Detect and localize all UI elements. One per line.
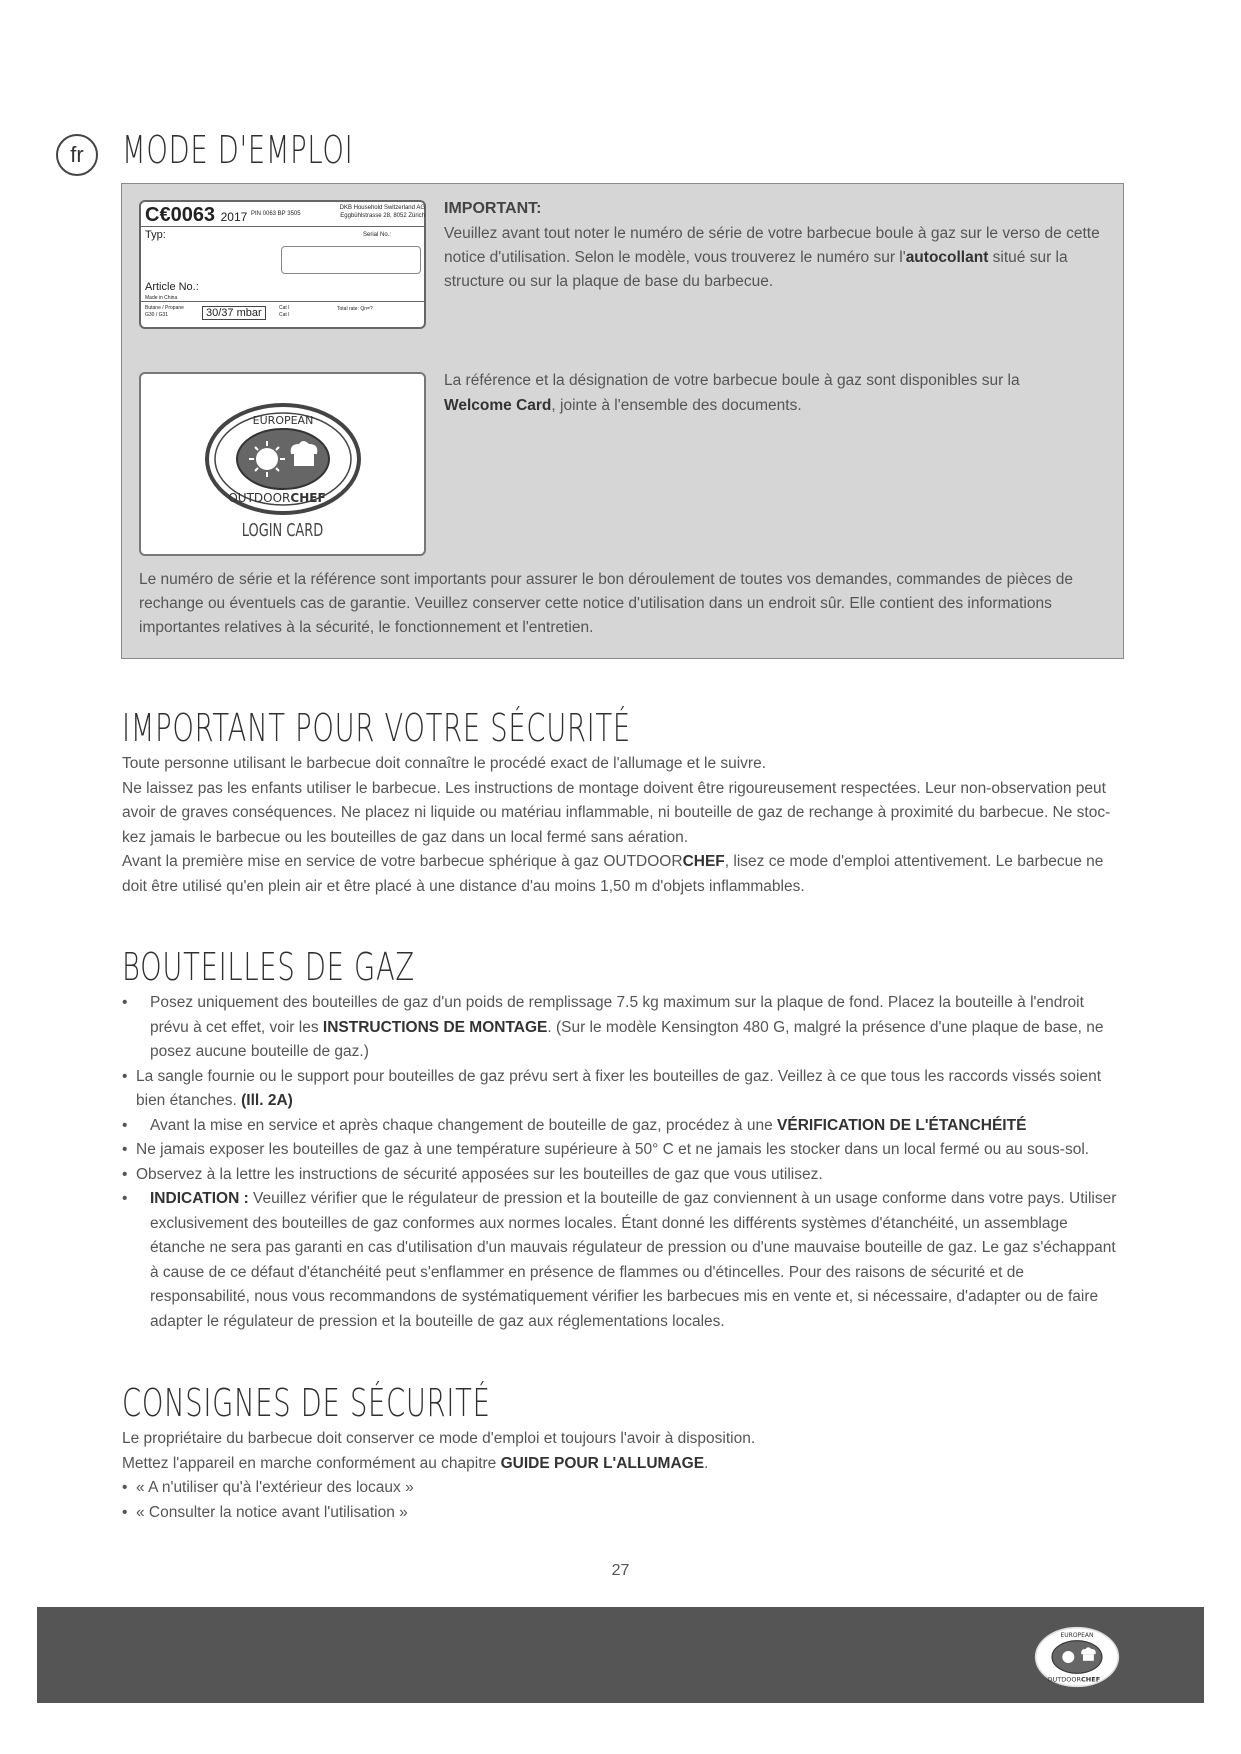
serial-importance-text: Le numéro de série et la référence sont importants pour assurer le bon déroulement de toutes vos demandes, commandes de pièces de rechange ou éventuels cas de garantie. Veuillez conserver cette notice d'utilisation dans un endroit sûr. Elle contient des informations importantes relatives à la sécurité, le fonctionnement et l'entretien. — [139, 571, 1073, 636]
list-item: • Posez uniquement des bouteilles de gaz d'un poids de remplissage 7.5 kg maximum sur la plaque de fond. Placez la bouteille à l'endroit prévu à cet effet, voir les INSTRUCTIONS DE MONTAGE. (Sur le modèle Kensington 480 G, malgré la présence d'une plaque de base, ne posez aucune bouteille de gaz.) — [122, 991, 1117, 1065]
serial-box — [281, 246, 421, 274]
page-title: MODE D'EMPLOI — [122, 128, 354, 172]
list-item: • La sangle fournie ou le support pour bouteilles de gaz prévu sert à fixer les bouteilles de gaz. Veillez à ce que tous les raccords vissés soient bien étanches. (Ill. 2A) — [122, 1065, 1117, 1114]
security-body — [122, 752, 1117, 899]
list-item: • « A n'utiliser qu'à l'extérieur des locaux » — [122, 1476, 1117, 1501]
footer-bar — [37, 1607, 1204, 1703]
gas-bullet-list — [122, 991, 1117, 1334]
language-badge — [56, 134, 98, 176]
total-rate: Total rate: Qn=? — [337, 306, 373, 312]
page-number: 27 — [611, 1562, 630, 1579]
login-card — [139, 372, 426, 556]
list-item: • « Consulter la notice avant l'utilisation » — [122, 1501, 1117, 1526]
ce-mark: C€0063 2017 — [145, 204, 248, 226]
gas-type: Butane / Propane G30 / G31 — [145, 305, 184, 318]
paragraph: Toute personne utilisant le barbecue doit connaître le procédé exact de l'allumage et le suivre. — [122, 755, 767, 772]
paragraph: Le propriétaire du barbecue doit conserver ce mode d'emploi et toujours l'avoir à disposition. — [122, 1430, 756, 1447]
made-in-label: Made in China — [145, 295, 178, 301]
plate-divider — [141, 301, 424, 302]
important-label: IMPORTANT: — [444, 200, 542, 217]
type-label: Typ: — [145, 229, 166, 241]
company-address: DKB Household Switzerland AG Eggbühlstrasse 28, 8052 Zürich — [339, 205, 425, 219]
category-label: Cat I Cat I — [279, 305, 290, 318]
login-card-label: LOGIN CARD — [241, 520, 324, 541]
list-item: • Ne jamais exposer les bouteilles de gaz à une température supérieure à 50° C et ne jamais les stocker dans un local fermé ou au sous-sol. — [122, 1138, 1117, 1163]
plate-divider — [141, 226, 424, 227]
list-item: • INDICATION : Veuillez vérifier que le régulateur de pression et la bouteille de gaz conviennent à un usage conforme dans votre pays. Utiliser exclusivement des bouteilles de gaz conformes aux normes locales. Étant donné les différents systèmes d'étanchéité, un assemblage étanche ne sera pas garanti en cas d'utilisation d'un mauvais régulateur de pression ou d'une mauvaise bouteille de gaz. Le gaz s'échappant à cause de ce défaut d'étanchéité peut s'enflammer en présence de flammes ou d'étincelles. Pour des raisons de sécurité et de responsabilité, nous vous recommandons de systématiquement vérifier les barbecues mis en vente et, si nécessaire, d'adapter ou de faire adapter le régulateur de pression et la bouteille de gaz aux réglementations locales. — [122, 1187, 1117, 1334]
reference-text: La référence et la désignation de votre barbecue boule à gaz sont disponibles sur la Welcome Card, jointe à l'ensemble des documents. — [444, 372, 1020, 414]
consignes-body — [122, 1427, 1117, 1525]
serial-label: Serial No.: — [363, 232, 392, 238]
article-label: Article No.: — [145, 281, 199, 293]
paragraph: Avant la première mise en service de votre barbecue sphérique à gaz OUTDOORCHEF, lisez ce mode d'emploi attentivement. Le barbecue ne doit être utilisé qu'en plein air et être placé à une distance d'au moins 1,50 m d'objets inflammables. — [122, 853, 1104, 895]
pin-number: PIN 0063 BP 3505 — [251, 211, 301, 217]
footer-logo-icon — [1028, 1626, 1126, 1688]
paragraph: Mettez l'appareil en marche conformément au chapitre GUIDE POUR L'ALLUMAGE. — [122, 1454, 709, 1472]
important-info-box — [121, 183, 1124, 659]
important-text: Veuillez avant tout noter le numéro de série de votre barbecue boule à gaz sur le verso de cette notice d'utilisation. Selon le modèle, vous trouverez le numéro sur l'autocollant situé sur la structure ou sur la plaque de base du barbecue. — [444, 225, 1100, 290]
list-item: • Observez à la lettre les instructions de sécurité apposées sur les bouteilles de gaz que vous utilisez. — [122, 1163, 1117, 1188]
rating-plate — [139, 200, 426, 329]
pressure-value: 30/37 mbar — [202, 306, 266, 320]
language-code: fr — [70, 142, 84, 167]
svg-text:EUROPEAN: EUROPEAN — [1060, 1631, 1094, 1639]
section-title-gas: BOUTEILLES DE GAZ — [122, 945, 415, 989]
svg-text:OUTDOORCHEF: OUTDOORCHEF — [1047, 1675, 1101, 1684]
svg-text:OUTDOORCHEF: OUTDOORCHEF — [228, 491, 326, 505]
list-item: • Avant la mise en service et après chaque changement de bouteille de gaz, procédez à une VÉRIFICATION DE L'ÉTANCHÉITÉ — [122, 1114, 1117, 1139]
section-title-security: IMPORTANT POUR VOTRE SÉCURITÉ — [122, 706, 631, 750]
consignes-bullet-list — [122, 1476, 1117, 1525]
paragraph: Ne laissez pas les enfants utiliser le barbecue. Les instructions de montage doivent être rigoureusement respectées. Leur non-observation peut avoir de graves conséquences. Ne placez ni liquide ou matériau inflammable, ni bouteille de gaz de rechange à proximité du barbecue. Ne stoc-kez jamais le barbecue ou les bouteilles de gaz dans un local fermé sans aération. — [122, 779, 1111, 846]
outdoorchef-logo-icon — [203, 402, 363, 516]
svg-text:EUROPEAN: EUROPEAN — [252, 414, 314, 427]
section-title-consignes: CONSIGNES DE SÉCURITÉ — [122, 1381, 491, 1425]
